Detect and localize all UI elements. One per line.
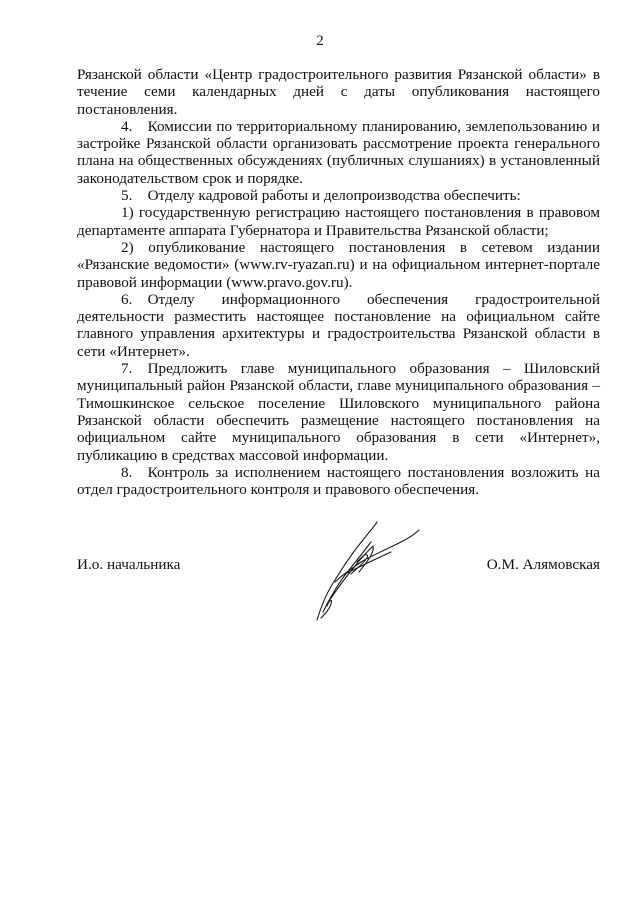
- paragraph-item-7: 7. Предложить главе муниципального образования – Шиловский муниципальный район Рязанской области, главе муниципального образования – Тимошкинское сельское поселение Шиловского муниципального района Рязанской области обеспечить размещение настоящего постановления на официальном сайте муниципального образования в сети «Интернет», публикацию в средствах массовой информации.: [77, 360, 600, 464]
- document-body: [77, 66, 600, 498]
- paragraph-item-5-1: 1) государственную регистрацию настоящего постановления в правовом департаменте аппарата Губернатора и Правительства Рязанской области;: [77, 204, 600, 239]
- paragraph-continuation: Рязанской области «Центр градостроительного развития Рязанской области» в течение семи календарных дней с даты опубликования настоящего постановления.: [77, 66, 600, 118]
- signer-title: И.о. начальника: [77, 556, 181, 573]
- paragraph-item-5-2: 2) опубликование настоящего постановления в сетевом издании «Рязанские ведомости» (www.rv-ryazan.ru) и на официальном интернет-портале правовой информации (www.pravo.gov.ru).: [77, 238, 600, 291]
- handwritten-signature: [305, 512, 425, 627]
- paragraph-item-6: 6. Отделу информационного обеспечения градостроительной деятельности разместить настоящее постановление на официальном сайте главного управления архитектуры и градостроительства Рязанской области в сети «Интернет».: [77, 290, 600, 360]
- signer-name: О.М. Алямовская: [486, 556, 600, 573]
- page-number: 2: [316, 33, 324, 49]
- paragraph-item-4: 4. Комиссии по территориальному планированию, землепользованию и застройке Рязанской области организовать рассмотрение проекта генерального плана на общественных обсуждениях (публичных слушаниях) в установленный законодательством срок и порядке.: [77, 117, 600, 187]
- paragraph-item-8: 8. Контроль за исполнением настоящего постановления возложить на отдел градостроительного контроля и правового обеспечения.: [77, 463, 600, 499]
- paragraph-item-5: 5. Отделу кадровой работы и делопроизводства обеспечить:: [121, 187, 521, 205]
